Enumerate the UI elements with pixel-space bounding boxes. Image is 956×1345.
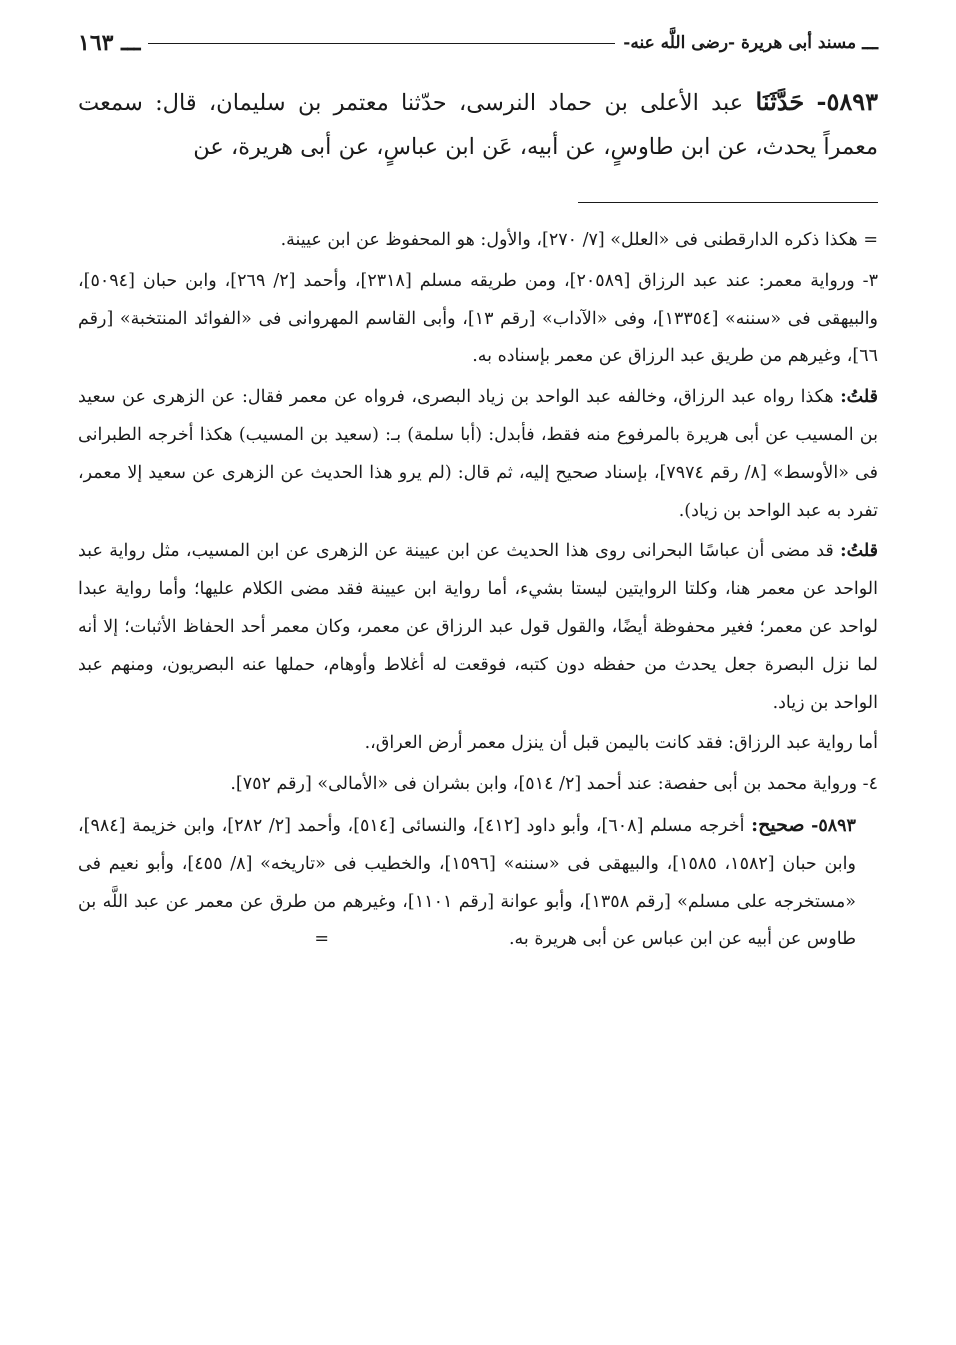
- footnote-hadith-text: أخرجه مسلم [٦٠٨]، وأبو داود [٤١٢]، والنسائى [٥١٤]، وأحمد [٢/ ٢٨٢]، وابن خزيمة [٩٨٤]، وابن حبان [١٥٨٢، ١٥٨٥]، والبيهقى فى «سننه» [١٥٩٦]، والخطيب فى «تاريخه» [٨/ ٤٥٥]، وأبو نعيم فى «مستخرجه على مسلم» [رقم ١٣٥٨]، وأبو عوانة [رقم ١١٠١]، وغيرهم من طرق عن معمر عن عبد اللَّه بن طاوس عن أبيه عن ابن عباس عن أبى هريرة به.: [78, 815, 857, 950]
- qultu-text: هكذا رواه عبد الرزاق، وخالفه عبد الواحد بن زياد البصرى، فرواه عن معمر فقال: عن الزهرى عن سعيد بن المسيب عن أبى هريرة بالمرفوع منه فقط، فأبدل: (أبا سلمة) بـ: (سعيد بن المسيب) هكذا أخرجه الطبرانى فى «الأوسط» [٨/ رقم ٧٩٧٤]، بإسناد صحيح إليه، ثم قال: (لم يرو هذا الحديث عن الزهرى عن سعيد إلا معمر، تفرد به عبد الواحد بن زياد).: [78, 387, 878, 521]
- hadith-body: عبد الأعلى بن حماد النرسى، حدّثنا معتمر بن سليمان، قال: سمعت معمراً يحدث، عن ابن طاوسٍ، عن أبيه، عَن ابن عباسٍ، عن أبى هريرة، عن: [78, 90, 878, 160]
- header-rule: [148, 43, 615, 44]
- footnote-continuation: = هكذا ذكره الدارقطنى فى «العلل» [٧/ ٢٧٠]، والأول: هو المحفوظ عن ابن عيينة.: [280, 230, 878, 250]
- qultu-label: قلتُ:: [840, 387, 878, 408]
- grading-label: صحيح:: [751, 813, 805, 836]
- header-dash: ـــ: [862, 32, 878, 54]
- qultu-text: قد مضى أن عباسًا البحرانى روى هذا الحديث عن ابن عيينة عن الزهرى عن ابن المسيب، مثل رواية عبد الواحد عن معمر هنا، وكلتا الروايتين ليستا بشيء، أما رواية ابن عيينة فقد مضى الكلام عليها؛ وأما رواية عبدا لواحد عن معمر؛ فغير محفوظة أيضًا، والقول قول عبد الرزاق عن معمر، وكان معمر أحد الحفاظ الأثبات؛ إلا أنه لما نزل البصرة جعل يحدث من حفظه دون كتبه، فوقعت له أغلاط وأوهام، حملها عنه البصريون، ومنهم عبد الواحد بن زياد.: [78, 541, 878, 713]
- footnote-paragraph-qultu-1: [78, 379, 878, 530]
- footnote-separator: [578, 202, 878, 203]
- footnote-hadith-5893: [78, 807, 878, 959]
- hadith-number: ٥٨٩٣-: [816, 87, 879, 116]
- footnotes: [78, 222, 878, 962]
- qultu-label: قلتُ:: [840, 541, 878, 562]
- page-number: ـــ ١٦٣: [78, 30, 141, 56]
- footnote-paragraph-abdurrazzaq: أما رواية عبد الرزاق: فقد كانت باليمن قبل أن ينزل معمر أرض العراق،.: [364, 733, 878, 754]
- running-header: [78, 28, 878, 58]
- footnote-hadith-number: ٥٨٩٣-: [811, 815, 856, 836]
- continuation-mark: =: [314, 929, 329, 950]
- footnote-paragraph-3: ٣- ورواية معمر: عند عبد الرزاق [٢٠٥٨٩]، ومن طريقه مسلم [٢٣١٨]، وأحمد [٢/ ٢٦٩]، وابن حبان [٥٠٩٤]، والبيهقى فى «سننه» [١٣٣٥٤]، وفى «الآداب» [رقم ١٣]، وأبى القاسم المهروانى فى «الفوائد المنتخبة» [رقم ٦٦]، وغيرهم من طريق عبد الرزاق عن معمر بإسناده به.: [78, 270, 878, 367]
- hadith-text: [78, 80, 878, 169]
- footnote-paragraph-qultu-2: [78, 533, 878, 722]
- hadith-keyword: حَدَّثَنَا: [755, 87, 805, 116]
- footnote-paragraph-4: ٤- ورواية محمد بن أبى حفصة: عند أحمد [٢/ ٥١٤]، وابن بشران فى «الأمالى» [رقم ٧٥٢].: [230, 774, 878, 795]
- book-title: مسند أبى هريرة -رضى اللَّه عنه-: [623, 33, 857, 53]
